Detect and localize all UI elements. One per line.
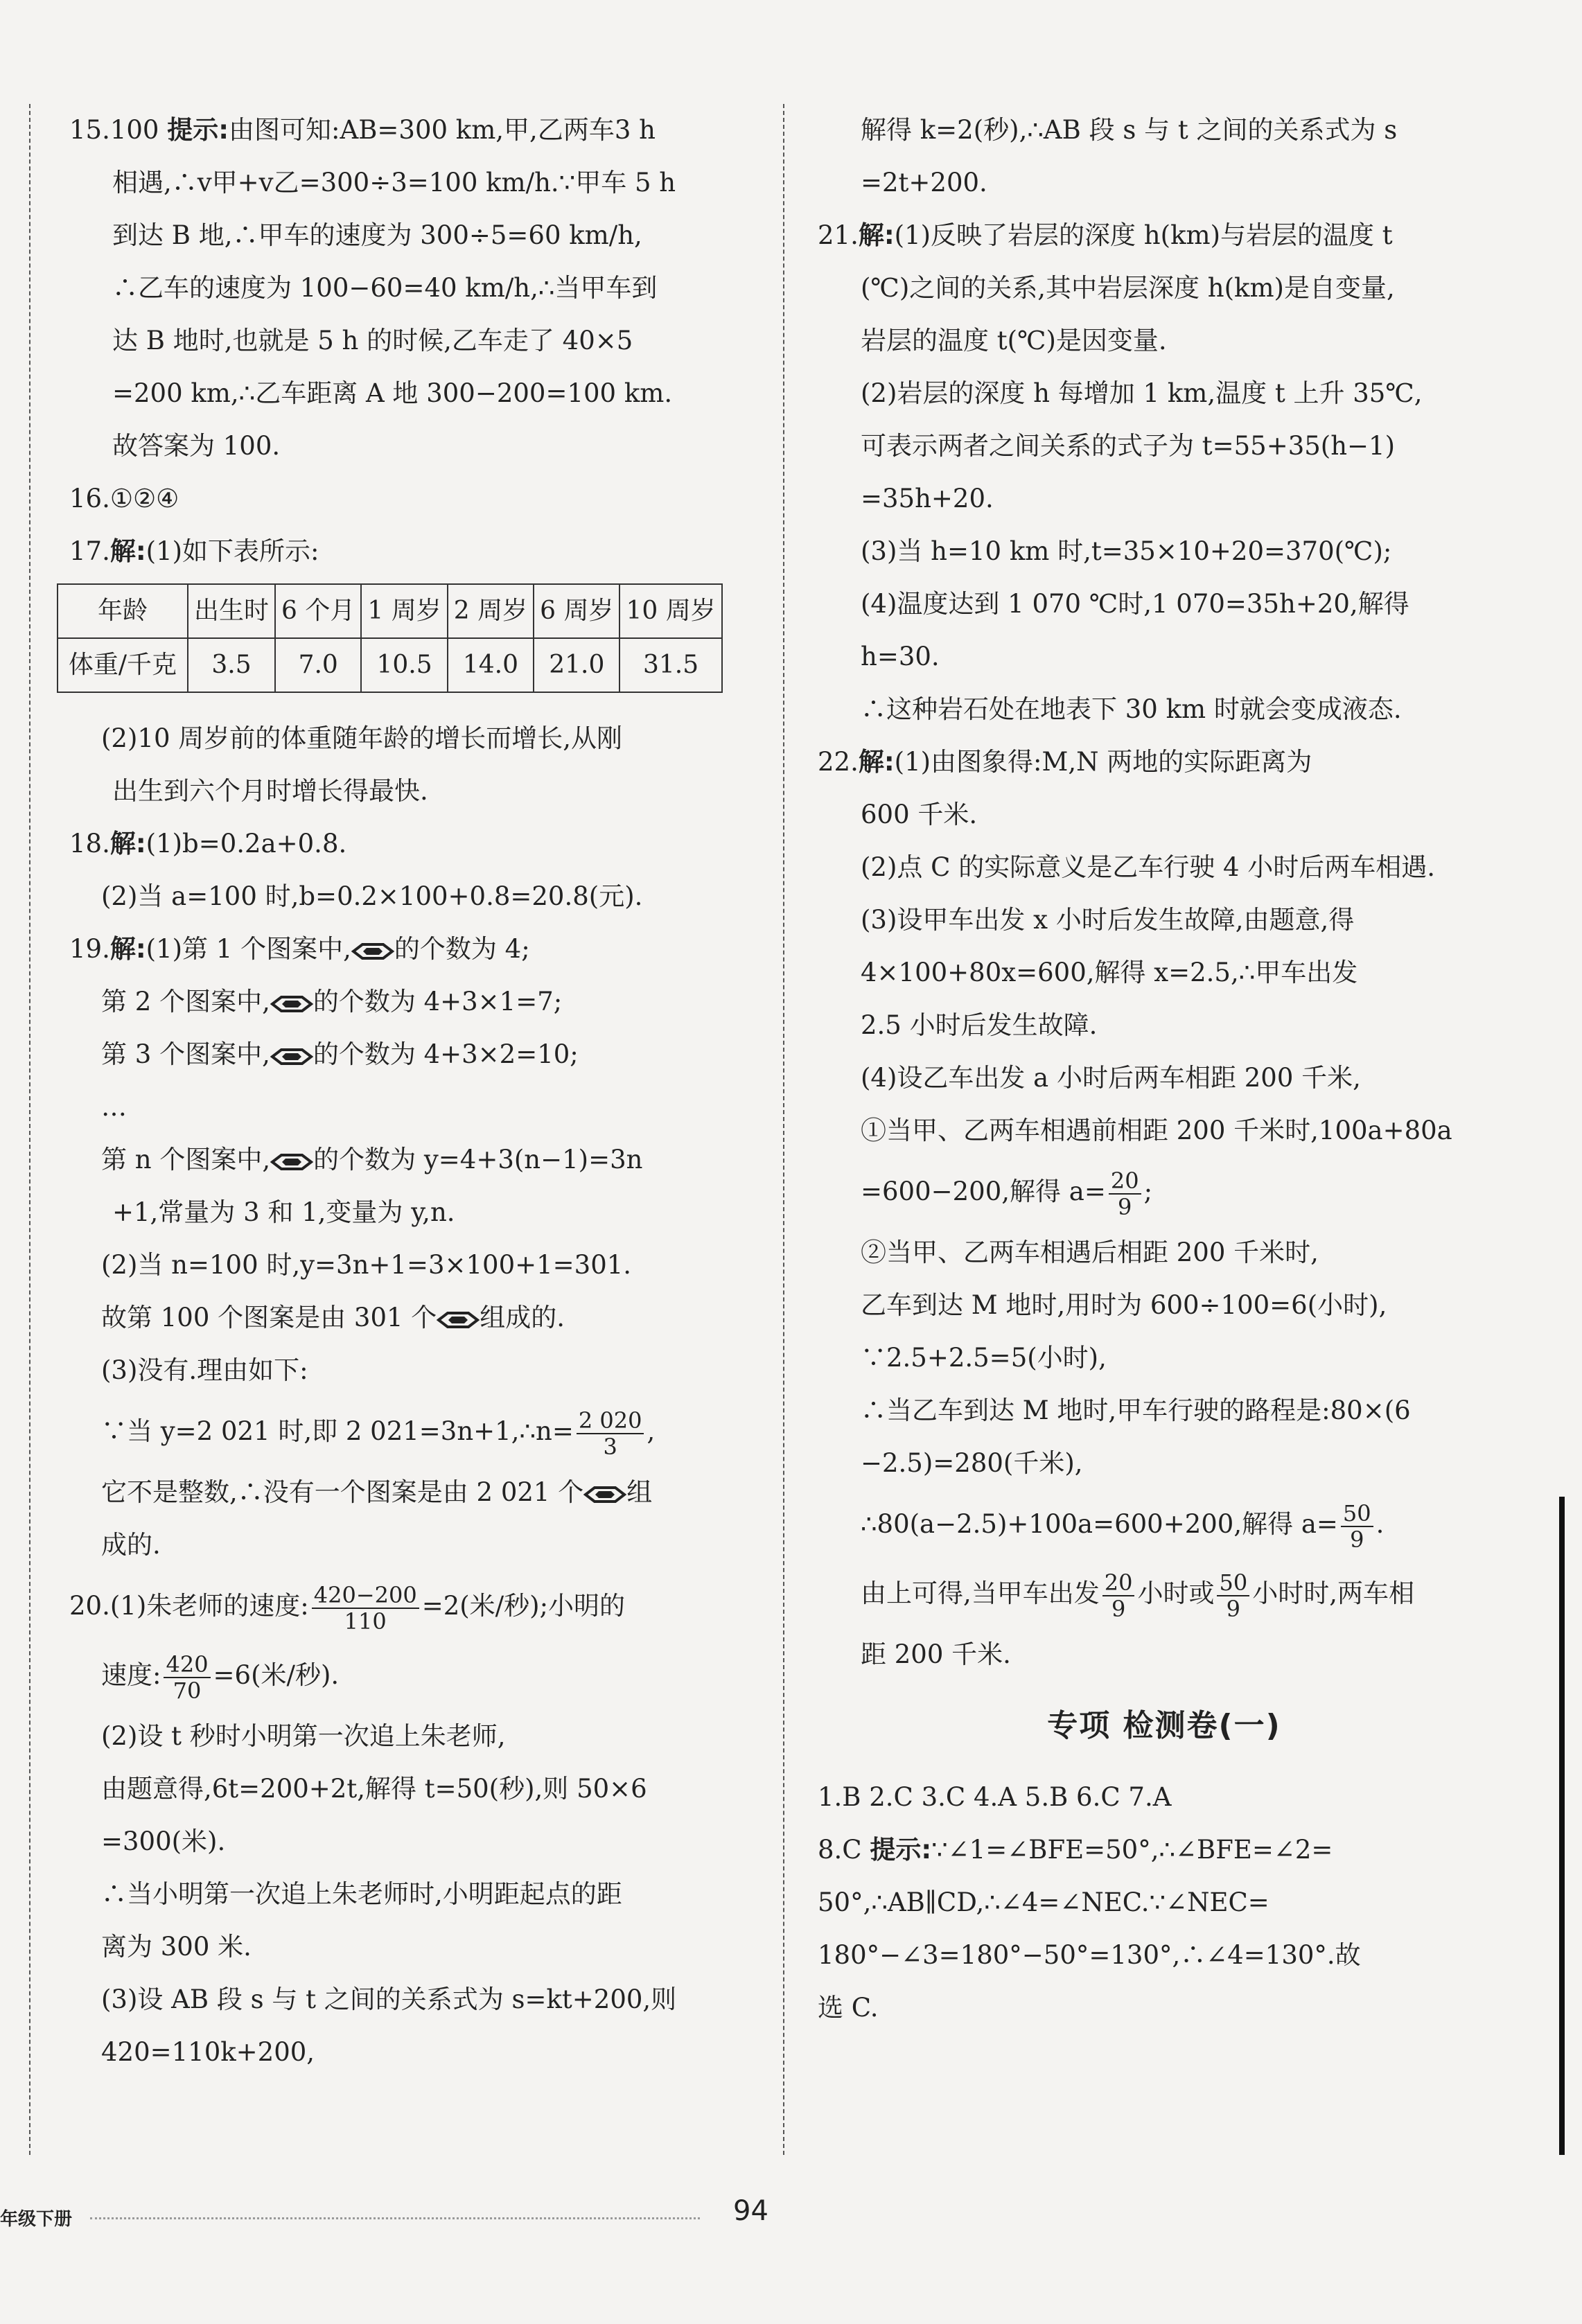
q21-line-10: ∴这种岩石处在地表下 30 km 时就会变成液态. [861,694,1402,724]
q15-line-5: 达 B 地时,也就是 5 h 的时候,乙车走了 40×5 [112,326,633,355]
q22-line-8: ①当甲、乙两车相遇前相距 200 千米时,100a+80a [861,1116,1452,1145]
q21-line-8: (4)温度达到 1 070 ℃时,1 070=35h+20,解得 [861,589,1409,619]
q19-line-8: 故第 100 个图案是由 301 个 组成的. [101,1303,565,1332]
q15-line-7: 故答案为 100. [112,431,281,461]
q21-line-6: =35h+20. [861,484,994,513]
left-margin-dashline [29,104,30,2155]
q20-cont-line-2: =2t+200. [861,168,987,197]
table-cell: 出生时 [188,584,275,638]
q21-line-7: (3)当 h=10 km 时,t=35×10+20=370(℃); [861,536,1392,566]
table-header-row [58,584,722,638]
q20-line-1: 20.(1)朱老师的速度: $\frac{420-200}{110}$ =2(米/秒);小明的 [69,1581,626,1635]
age-weight-table [57,583,723,693]
q22-line-13: ∴当乙车到达 M 地时,甲车行驶的路程是:80×(6 [861,1396,1411,1425]
q21-line-9: h=30. [861,642,940,671]
q8-line-3: 180°−∠3=180°−50°=130°,∴∠4=130°.故 [818,1940,1361,1970]
q17-part2-line-2: 出生到六个月时增长得最快. [112,776,428,806]
fraction: $\frac{50}{9}$ [1217,1570,1249,1621]
q20-line-4: 由题意得,6t=200+2t,解得 t=50(秒),则 50×6 [101,1774,647,1804]
fraction: $\frac{420-200}{110}$ [312,1583,419,1634]
q19-line-3: 第 3 个图案中, 的个数为 4+3×2=10; [101,1039,579,1069]
fraction: $\frac{2 020}{3}$ [577,1408,644,1459]
q22-line-1: 22.解:(1)由图象得:M,N 两地的实际距离为 [818,747,1312,777]
q21-line-1: 21.解:(1)反映了岩层的深度 h(km)与岩层的温度 t [818,220,1393,250]
fraction: $\frac{20}{9}$ [1102,1570,1135,1621]
q20-line-2: 速度: $\frac{420}{70}$ =6(米/秒). [101,1650,340,1704]
page-edge-bar [1559,1497,1565,2155]
q19-line-5: 第 n 个图案中, 的个数为 y=4+3(n−1)=3n [101,1145,643,1174]
q15-line-2: 相遇,∴v甲+v乙=300÷3=100 km/h.∵甲车 5 h [112,168,676,197]
q20-line-7: 离为 300 米. [101,1932,252,1962]
table-cell: 2 周岁 [448,584,534,638]
fraction: $\frac{420}{70}$ [164,1652,210,1703]
q15-line-1: 15.100 提示:由图可知:AB=300 km,甲,乙两车3 h [69,115,656,145]
q16-answer: 16.①②④ [69,484,179,513]
q22-line-10: ②当甲、乙两车相遇后相距 200 千米时, [861,1238,1319,1267]
table-row [58,638,722,692]
q22-line-15: ∴80(a−2.5)+100a=600+200,解得 a= $\frac{50}{9}$ . [861,1499,1385,1553]
q19-line-2: 第 2 个图案中, 的个数为 4+3×1=7; [101,987,563,1016]
q20-line-6: ∴当小明第一次追上朱老师时,小明距起点的距 [101,1879,622,1909]
q22-line-17: 距 200 千米. [861,1639,1011,1669]
diamond-icon [270,1048,313,1065]
q21-line-5: 可表示两者之间关系的式子为 t=55+35(h−1) [861,431,1396,461]
q19-line-10: ∵当 y=2 021 时,即 2 021=3n+1,∴n= $\frac{2 020}{3}$ , [101,1407,656,1460]
q22-line-14: −2.5)=280(千米), [861,1448,1083,1478]
table-cell: 3.5 [188,638,275,692]
table-cell: 14.0 [448,638,534,692]
q21-line-3: 岩层的温度 t(℃)是因变量. [861,326,1167,355]
q20-line-9: 420=110k+200, [101,2037,315,2067]
section-title: 专项 检测卷(一) [1047,1708,1281,1743]
q19-line-7: (2)当 n=100 时,y=3n+1=3×100+1=301. [101,1250,632,1280]
column-divider-dashline [783,104,784,2155]
q17-intro: 17.解:(1)如下表所示: [69,536,319,566]
diamond-icon [351,943,394,960]
table-cell: 6 周岁 [534,584,619,638]
q22-line-2: 600 千米. [861,800,978,829]
q22-line-9: =600−200,解得 a= $\frac{20}{9}$ ; [861,1167,1153,1220]
q19-line-12: 成的. [101,1530,161,1560]
footer-dotted-rule [90,2217,700,2219]
q19-line-9: (3)没有.理由如下: [101,1355,308,1385]
q8-line-1: 8.C 提示:∵∠1=∠BFE=50°,∴∠BFE=∠2= [818,1835,1333,1865]
diamond-icon [583,1486,626,1503]
q22-line-11: 乙车到达 M 地时,用时为 600÷100=6(小时), [861,1290,1387,1320]
q20-line-3: (2)设 t 秒时小明第一次追上朱老师, [101,1721,506,1751]
q17-part2-line-1: (2)10 周岁前的体重随年龄的增长而增长,从刚 [101,723,623,753]
table-cell: 6 个月 [275,584,361,638]
q15-line-3: 到达 B 地,∴甲车的速度为 300÷5=60 km/h, [112,220,642,250]
table-cell: 体重/千克 [58,638,188,692]
q21-line-4: (2)岩层的深度 h 每增加 1 km,温度 t 上升 35℃, [861,378,1423,408]
q19-line-6: +1,常量为 3 和 1,变量为 y,n. [112,1197,455,1227]
q18-line-1: 18.解:(1)b=0.2a+0.8. [69,829,347,859]
q18-line-2: (2)当 a=100 时,b=0.2×100+0.8=20.8(元). [101,881,643,911]
table-cell: 21.0 [534,638,619,692]
q19-line-4: … [101,1092,127,1122]
table-cell: 31.5 [619,638,721,692]
fraction: $\frac{50}{9}$ [1341,1501,1373,1552]
q22-line-6: 2.5 小时后发生故障. [861,1010,1098,1040]
q22-line-12: ∵2.5+2.5=5(小时), [861,1343,1107,1373]
diamond-icon [437,1312,480,1328]
table-cell: 10 周岁 [619,584,721,638]
q21-line-2: (℃)之间的关系,其中岩层深度 h(km)是自变量, [861,273,1395,303]
q15-line-4: ∴乙车的速度为 100−60=40 km/h,∴当甲车到 [112,273,658,303]
q19-line-1: 19.解:(1)第 1 个图案中, 的个数为 4; [69,934,530,964]
q15-line-6: =200 km,∴乙车距离 A 地 300−200=100 km. [112,378,673,408]
q22-line-5: 4×100+80x=600,解得 x=2.5,∴甲车出发 [861,958,1358,987]
q19-line-11: 它不是整数,∴没有一个图案是由 2 021 个 组 [101,1477,653,1507]
table-cell: 1 周岁 [361,584,447,638]
page-number: 94 [733,2195,768,2227]
q22-line-16: 由上可得,当甲车出发 $\frac{20}{9}$ 小时或 $\frac{50}{9}$ 小时时,两车相 [861,1569,1414,1622]
q20-line-8: (3)设 AB 段 s 与 t 之间的关系式为 s=kt+200,则 [101,1984,677,2014]
q22-line-7: (4)设乙车出发 a 小时后两车相距 200 千米, [861,1063,1361,1093]
q8-line-4: 选 C. [818,1993,879,2023]
q20-cont-line-1: 解得 k=2(秒),∴AB 段 s 与 t 之间的关系式为 s [861,115,1398,145]
diamond-icon [270,996,313,1012]
table-cell: 7.0 [275,638,361,692]
fraction: $\frac{20}{9}$ [1109,1168,1141,1220]
right-column [818,104,1511,2034]
table-cell: 年龄 [58,584,188,638]
q22-line-4: (3)设甲车出发 x 小时后发生故障,由题意,得 [861,905,1355,935]
left-column [69,104,748,2079]
diamond-icon [270,1154,313,1170]
answers-line: 1.B 2.C 3.C 4.A 5.B 6.C 7.A [818,1782,1172,1812]
grade-label: 年级下册 [0,2209,73,2230]
table-cell: 10.5 [361,638,447,692]
q22-line-3: (2)点 C 的实际意义是乙车行驶 4 小时后两车相遇. [861,852,1436,882]
q8-line-2: 50°,∴AB∥CD,∴∠4=∠NEC.∵∠NEC= [818,1887,1269,1917]
q20-line-5: =300(米). [101,1826,226,1856]
